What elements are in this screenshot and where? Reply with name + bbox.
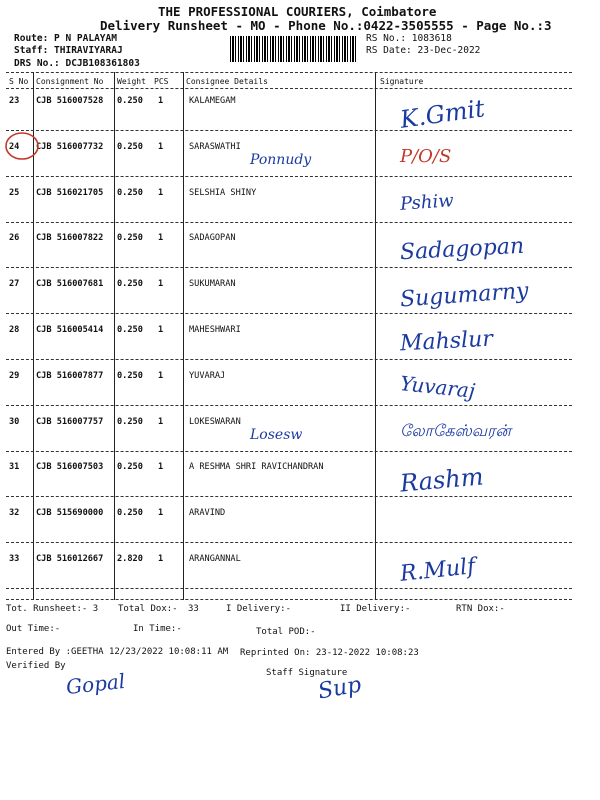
row-consignment-no: CJB 516007822 [36, 233, 104, 243]
row-sno: 31 [9, 462, 20, 472]
in-time: In Time:- [133, 624, 182, 634]
row-consignee-name: ARANGANNAL [189, 554, 241, 564]
row-consignee-name: SADAGOPAN [189, 233, 236, 243]
reprinted-on: Reprinted On: 23-12-2022 10:08:23 [240, 648, 419, 658]
row-signature: R.Mulf [398, 554, 477, 587]
row-consignee-name: ARAVIND [189, 508, 226, 518]
row-handwritten-note: Ponnudy [250, 152, 312, 168]
row-consignment-no: CJB 516007757 [36, 417, 104, 427]
row-sno: 32 [9, 508, 20, 518]
row-weight: 0.250 [117, 96, 143, 106]
total-dox-value: 33 [188, 604, 199, 614]
drs-number: DRS No.: DCJB108361803 [14, 58, 140, 69]
row-divider [6, 451, 572, 452]
row-weight: 0.250 [117, 462, 143, 472]
col-divider [183, 72, 184, 600]
ii-delivery: II Delivery:- [340, 604, 411, 614]
row-consignee-name: SARASWATHI [189, 142, 241, 152]
row-divider [6, 359, 572, 360]
row-sno: 33 [9, 554, 20, 564]
row-divider [6, 542, 572, 543]
row-pcs: 1 [158, 417, 164, 427]
col-header-sno: S No [9, 77, 29, 86]
col-header-signature: Signature [380, 77, 424, 86]
table-bottom-rule [6, 599, 572, 600]
staff-signature-label: Staff Signature [266, 668, 348, 678]
row-signature: K.Gmit [398, 94, 487, 134]
row-consignment-no: CJB 516007732 [36, 142, 104, 152]
row-weight: 0.250 [117, 417, 143, 427]
row-signature: லோகேஸ்வரன் [400, 421, 511, 440]
row-consignee-name: SUKUMARAN [189, 279, 236, 289]
red-circle-mark [2, 128, 42, 164]
row-pcs: 1 [158, 188, 164, 198]
row-weight: 2.820 [117, 554, 143, 564]
rs-date: RS Date: 23-Dec-2022 [366, 45, 481, 56]
row-sno: 25 [9, 188, 20, 198]
row-signature: P/O/S [400, 146, 452, 167]
col-divider [375, 72, 376, 600]
row-signature: Sugumarny [399, 278, 530, 313]
row-divider [6, 130, 572, 131]
row-divider [6, 588, 572, 589]
row-signature: Rashm [398, 462, 485, 498]
row-pcs: 1 [158, 96, 164, 106]
row-consignment-no: CJB 516005414 [36, 325, 104, 335]
row-pcs: 1 [158, 371, 164, 381]
row-weight: 0.250 [117, 188, 143, 198]
col-header-weight: Weight [117, 77, 146, 86]
col-header-consignment: Consignment No [36, 77, 104, 86]
row-pcs: 1 [158, 279, 164, 289]
row-divider [6, 313, 572, 314]
barcode-image [230, 36, 356, 62]
row-divider [6, 405, 572, 406]
entered-by: Entered By :GEETHA 12/23/2022 10:08:11 AM [6, 647, 229, 657]
rtn-dox: RTN Dox:- [456, 604, 505, 614]
col-divider [114, 72, 115, 600]
col-header-consignee: Consignee Details [186, 77, 268, 86]
row-weight: 0.250 [117, 279, 143, 289]
row-weight: 0.250 [117, 325, 143, 335]
row-consignment-no: CJB 516021705 [36, 188, 104, 198]
rs-number: RS No.: 1083618 [366, 33, 452, 44]
row-sno: 30 [9, 417, 20, 427]
row-consignment-no: CJB 516007877 [36, 371, 104, 381]
header-bottom-rule [6, 88, 572, 89]
row-signature: Sadagopan [399, 233, 525, 266]
row-sno: 28 [9, 325, 20, 335]
row-sno: 23 [9, 96, 20, 106]
row-divider [6, 222, 572, 223]
row-pcs: 1 [158, 508, 164, 518]
row-divider [6, 176, 572, 177]
row-sno: 27 [9, 279, 20, 289]
row-sno: 26 [9, 233, 20, 243]
row-consignee-name: LOKESWARAN [189, 417, 241, 427]
row-weight: 0.250 [117, 508, 143, 518]
row-weight: 0.250 [117, 233, 143, 243]
row-pcs: 1 [158, 233, 164, 243]
out-time: Out Time:- [6, 624, 61, 634]
row-consignment-no: CJB 516012667 [36, 554, 104, 564]
row-sno: 29 [9, 371, 20, 381]
row-consignee-name: KALAMEGAM [189, 96, 236, 106]
table-top-rule [6, 72, 572, 73]
row-weight: 0.250 [117, 142, 143, 152]
row-consignment-no: CJB 516007503 [36, 462, 104, 472]
runsheet-title: Delivery Runsheet - MO - Phone No.:0422-3505555 - Page No.:3 [100, 18, 552, 33]
row-pcs: 1 [158, 462, 164, 472]
row-consignment-no: CJB 515690000 [36, 508, 104, 518]
tot-runsheet: Tot. Runsheet:- 3 [6, 604, 99, 614]
row-sno: 24 [9, 142, 20, 152]
col-header-pcs: PCS [154, 77, 169, 86]
verified-signature: Gopal [64, 668, 127, 700]
row-consignee-name: MAHESHWARI [189, 325, 241, 335]
verified-by: Verified By [6, 661, 66, 671]
total-dox-label: Total Dox:- [118, 604, 178, 614]
row-consignment-no: CJB 516007528 [36, 96, 104, 106]
row-signature: Pshiw [399, 190, 455, 215]
row-handwritten-note: Losesw [250, 427, 303, 443]
row-consignment-no: CJB 516007681 [36, 279, 104, 289]
row-pcs: 1 [158, 325, 164, 335]
i-delivery: I Delivery:- [226, 604, 292, 614]
row-consignee-name: A RESHMA SHRI RAVICHANDRAN [189, 462, 324, 472]
row-weight: 0.250 [117, 371, 143, 381]
row-consignee-name: SELSHIA SHINY [189, 188, 257, 198]
row-pcs: 1 [158, 142, 164, 152]
row-signature: Yuvaraj [398, 371, 477, 403]
staff-signature: Sup [316, 672, 364, 705]
row-divider [6, 267, 572, 268]
route-label: Route: P N PALAYAM [14, 33, 117, 44]
row-divider [6, 496, 572, 497]
row-signature: Mahslur [399, 326, 494, 357]
total-pod: Total POD:- [256, 627, 316, 637]
row-pcs: 1 [158, 554, 164, 564]
staff-label: Staff: THIRAVIYARAJ [14, 45, 123, 56]
row-consignee-name: YUVARAJ [189, 371, 226, 381]
company-title: THE PROFESSIONAL COURIERS, Coimbatore [158, 4, 437, 19]
